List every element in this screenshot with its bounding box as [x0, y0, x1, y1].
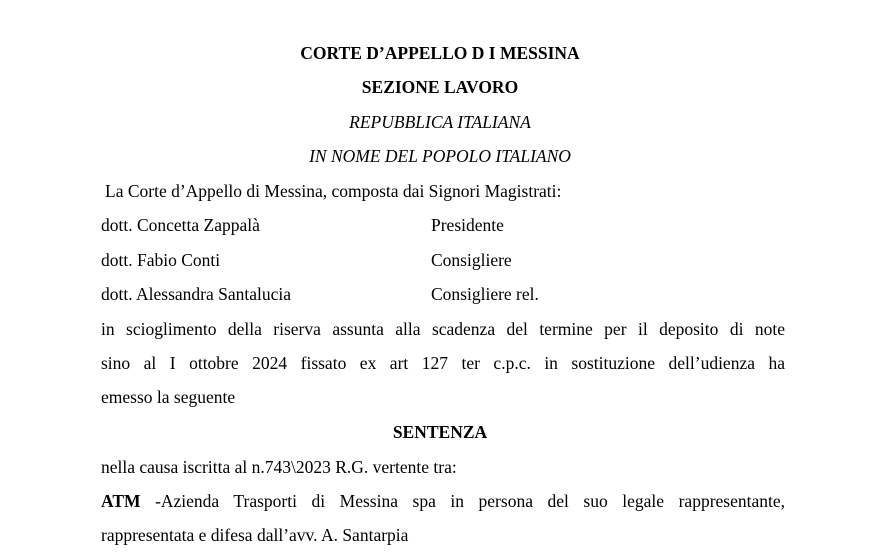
judge-name: dott. Concetta Zappalà	[101, 215, 260, 235]
judge-name: dott. Fabio Conti	[101, 250, 221, 270]
intro-text: La Corte d’Appello di Messina, composta dai Signori Magistrati:	[105, 181, 562, 201]
party-name: ATM	[101, 491, 141, 511]
party-line	[101, 490, 785, 512]
judge-role: Presidente	[431, 215, 504, 235]
reserve-line-2: sino al I ottobre 2024 fissato ex art 127 ter c.p.c. in sostituzione dell’udienza ha	[101, 353, 785, 373]
reserve-line-3: emesso la seguente	[101, 387, 236, 407]
republic-heading: REPUBBLICA ITALIANA	[349, 112, 531, 132]
court-title: CORTE D’APPELLO D I MESSINA	[300, 43, 580, 63]
judge-name: dott. Alessandra Santalucia	[101, 284, 292, 304]
reserve-line-1: in scioglimento della riserva assunta alla scadenza del termine per il deposito di note	[101, 319, 785, 339]
judge-role: Consigliere rel.	[431, 284, 539, 304]
sentence-title: SENTENZA	[392, 422, 488, 442]
party-counsel: rappresentata e difesa dall’avv. A. Santarpia	[101, 525, 409, 545]
judge-role: Consigliere	[431, 250, 512, 270]
section-title: SEZIONE LAVORO	[361, 77, 519, 97]
party-desc: -Azienda Trasporti di Messina spa in persona del suo legale rappresentante,	[140, 491, 785, 511]
people-heading: IN NOME DEL POPOLO ITALIANO	[309, 146, 571, 166]
case-line: nella causa iscritta al n.743\2023 R.G. vertente tra:	[101, 457, 457, 477]
